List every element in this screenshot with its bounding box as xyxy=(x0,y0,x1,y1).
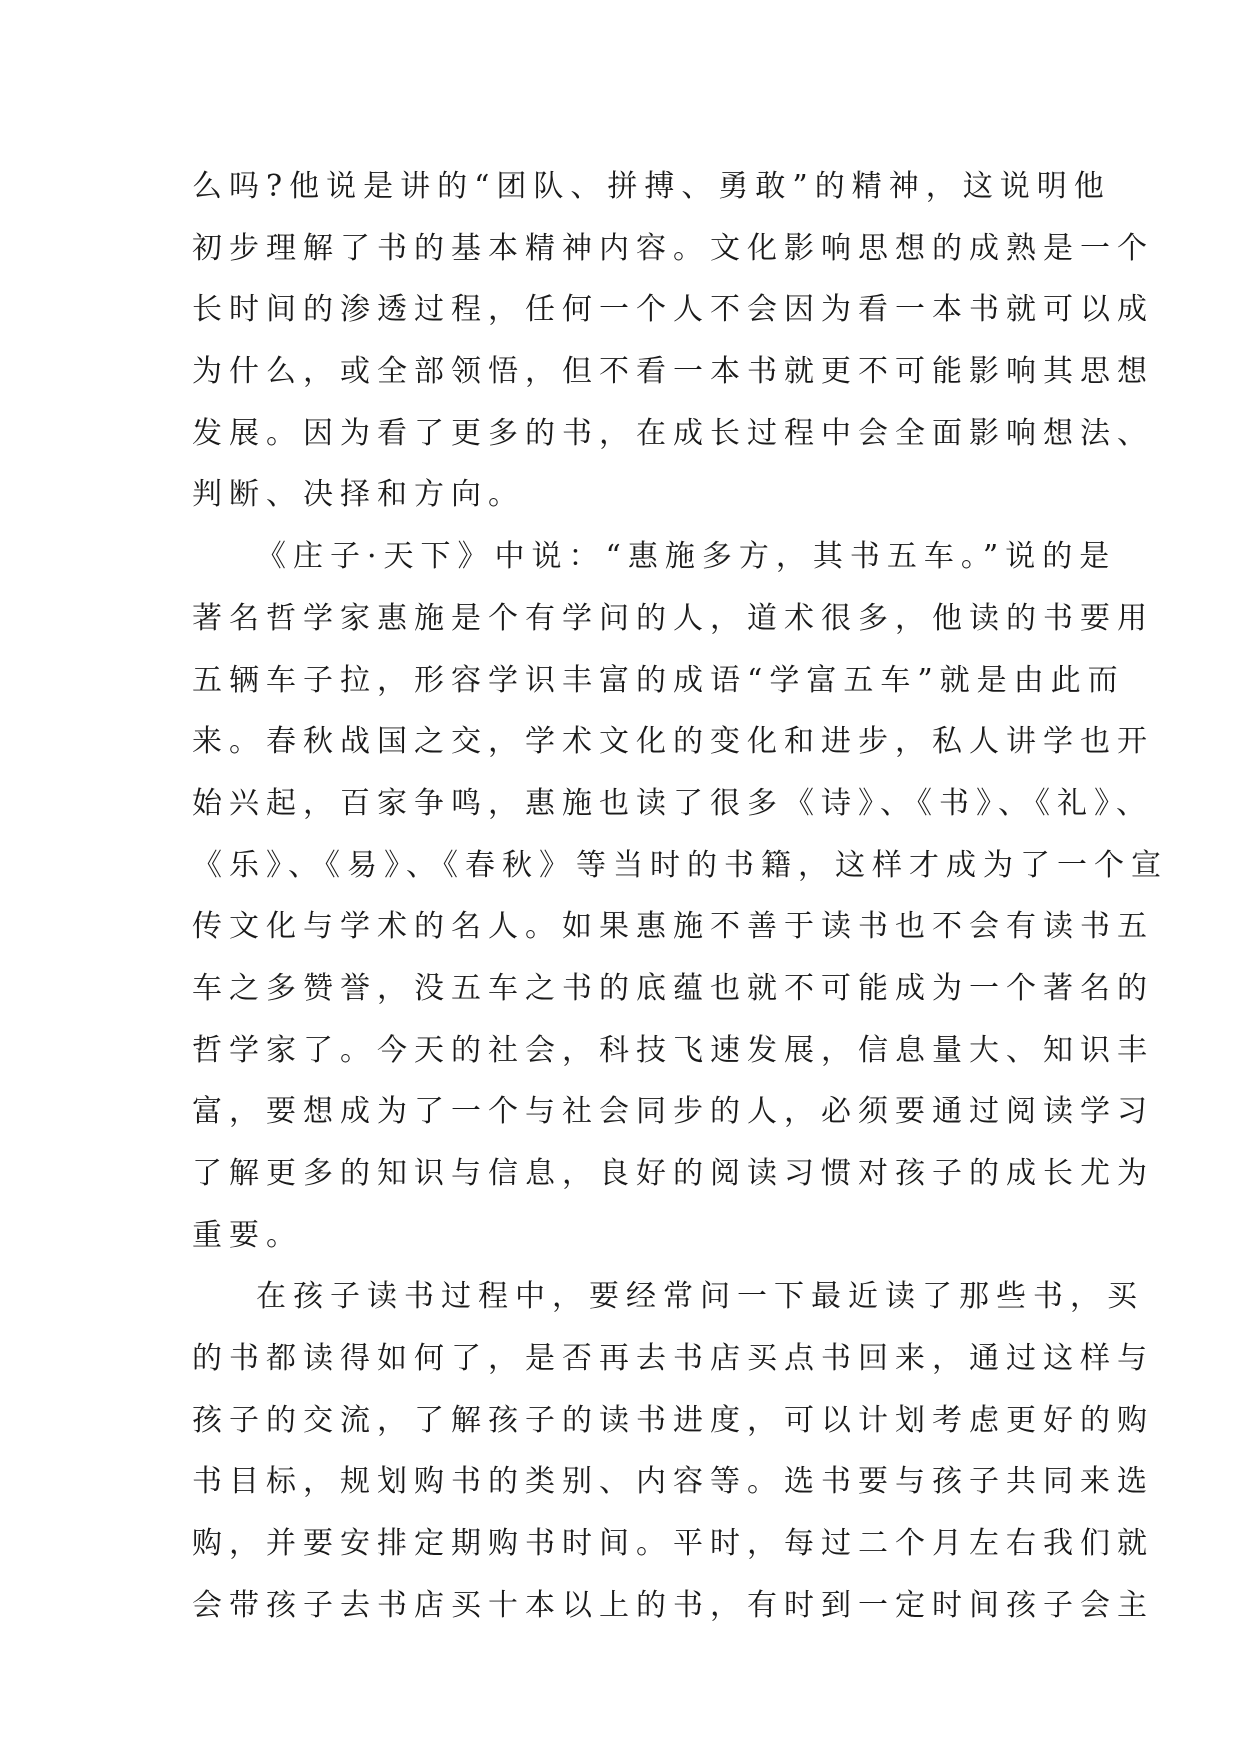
paragraph-3-line-3: 孩子的交流，了解孩子的读书进度，可以计划考虑更好的购 xyxy=(192,1402,1154,1438)
paragraph-2-line-7: 传文化与学术的名人。如果惠施不善于读书也不会有读书五 xyxy=(192,909,1154,945)
paragraph-2-line-4: 来。春秋战国之交，学术文化的变化和进步，私人讲学也开 xyxy=(192,724,1154,760)
paragraph-3-line-1: 在孩子读书过程中，要经常问一下最近读了那些书，买 xyxy=(256,1279,1144,1315)
paragraph-1-line-4: 为什么，或全部领悟，但不看一本书就更不可能影响其思想 xyxy=(192,354,1154,390)
paragraph-3-line-5: 购，并要安排定期购书时间。平时，每过二个月左右我们就 xyxy=(192,1526,1154,1562)
paragraph-2-line-8: 车之多赞誉，没五车之书的底蕴也就不可能成为一个著名的 xyxy=(192,970,1154,1006)
paragraph-3-line-6: 会带孩子去书店买十本以上的书，有时到一定时间孩子会主 xyxy=(192,1587,1154,1623)
paragraph-2-line-6: 《乐》、《易》、《春秋》等当时的书籍，这样才成为了一个宣 xyxy=(192,847,1168,883)
paragraph-1-line-2: 初步理解了书的基本精神内容。文化影响思想的成熟是一个 xyxy=(192,230,1154,266)
paragraph-1-line-1: 么吗?他说是讲的“团队、拼搏、勇敢”的精神，这说明他 xyxy=(192,169,1111,204)
paragraph-2-line-11: 了解更多的知识与信息，良好的阅读习惯对孩子的成长尤为 xyxy=(192,1156,1154,1191)
paragraph-2-line-3: 五辆车子拉，形容学识丰富的成语“学富五车”就是由此而 xyxy=(192,662,1125,698)
paragraph-2-line-2: 著名哲学家惠施是个有学问的人，道术很多，他读的书要用 xyxy=(192,600,1154,636)
paragraph-3-line-2: 的书都读得如何了，是否再去书店买点书回来，通过这样与 xyxy=(192,1341,1154,1377)
paragraph-2-line-1: 《庄子·天下》中说：“惠施多方，其书五车。”说的是 xyxy=(256,539,1117,575)
paragraph-2-line-9: 哲学家了。今天的社会，科技飞速发展，信息量大、知识丰 xyxy=(192,1032,1154,1068)
paragraph-1-line-6: 判断、决择和方向。 xyxy=(192,477,525,513)
paragraph-2-line-12: 重要。 xyxy=(192,1217,303,1253)
paragraph-2-line-5: 始兴起，百家争鸣，惠施也读了很多《诗》、《书》、《礼》、 xyxy=(192,785,1153,821)
paragraph-2-line-10: 富，要想成为了一个与社会同步的人，必须要通过阅读学习 xyxy=(192,1094,1154,1130)
paragraph-3-line-4: 书目标，规划购书的类别、内容等。选书要与孩子共同来选 xyxy=(192,1464,1154,1500)
document-body xyxy=(192,156,1168,1637)
paragraph-1-line-3: 长时间的渗透过程，任何一个人不会因为看一本书就可以成 xyxy=(192,292,1154,328)
paragraph-1-line-5: 发展。因为看了更多的书，在成长过程中会全面影响想法、 xyxy=(192,415,1154,451)
